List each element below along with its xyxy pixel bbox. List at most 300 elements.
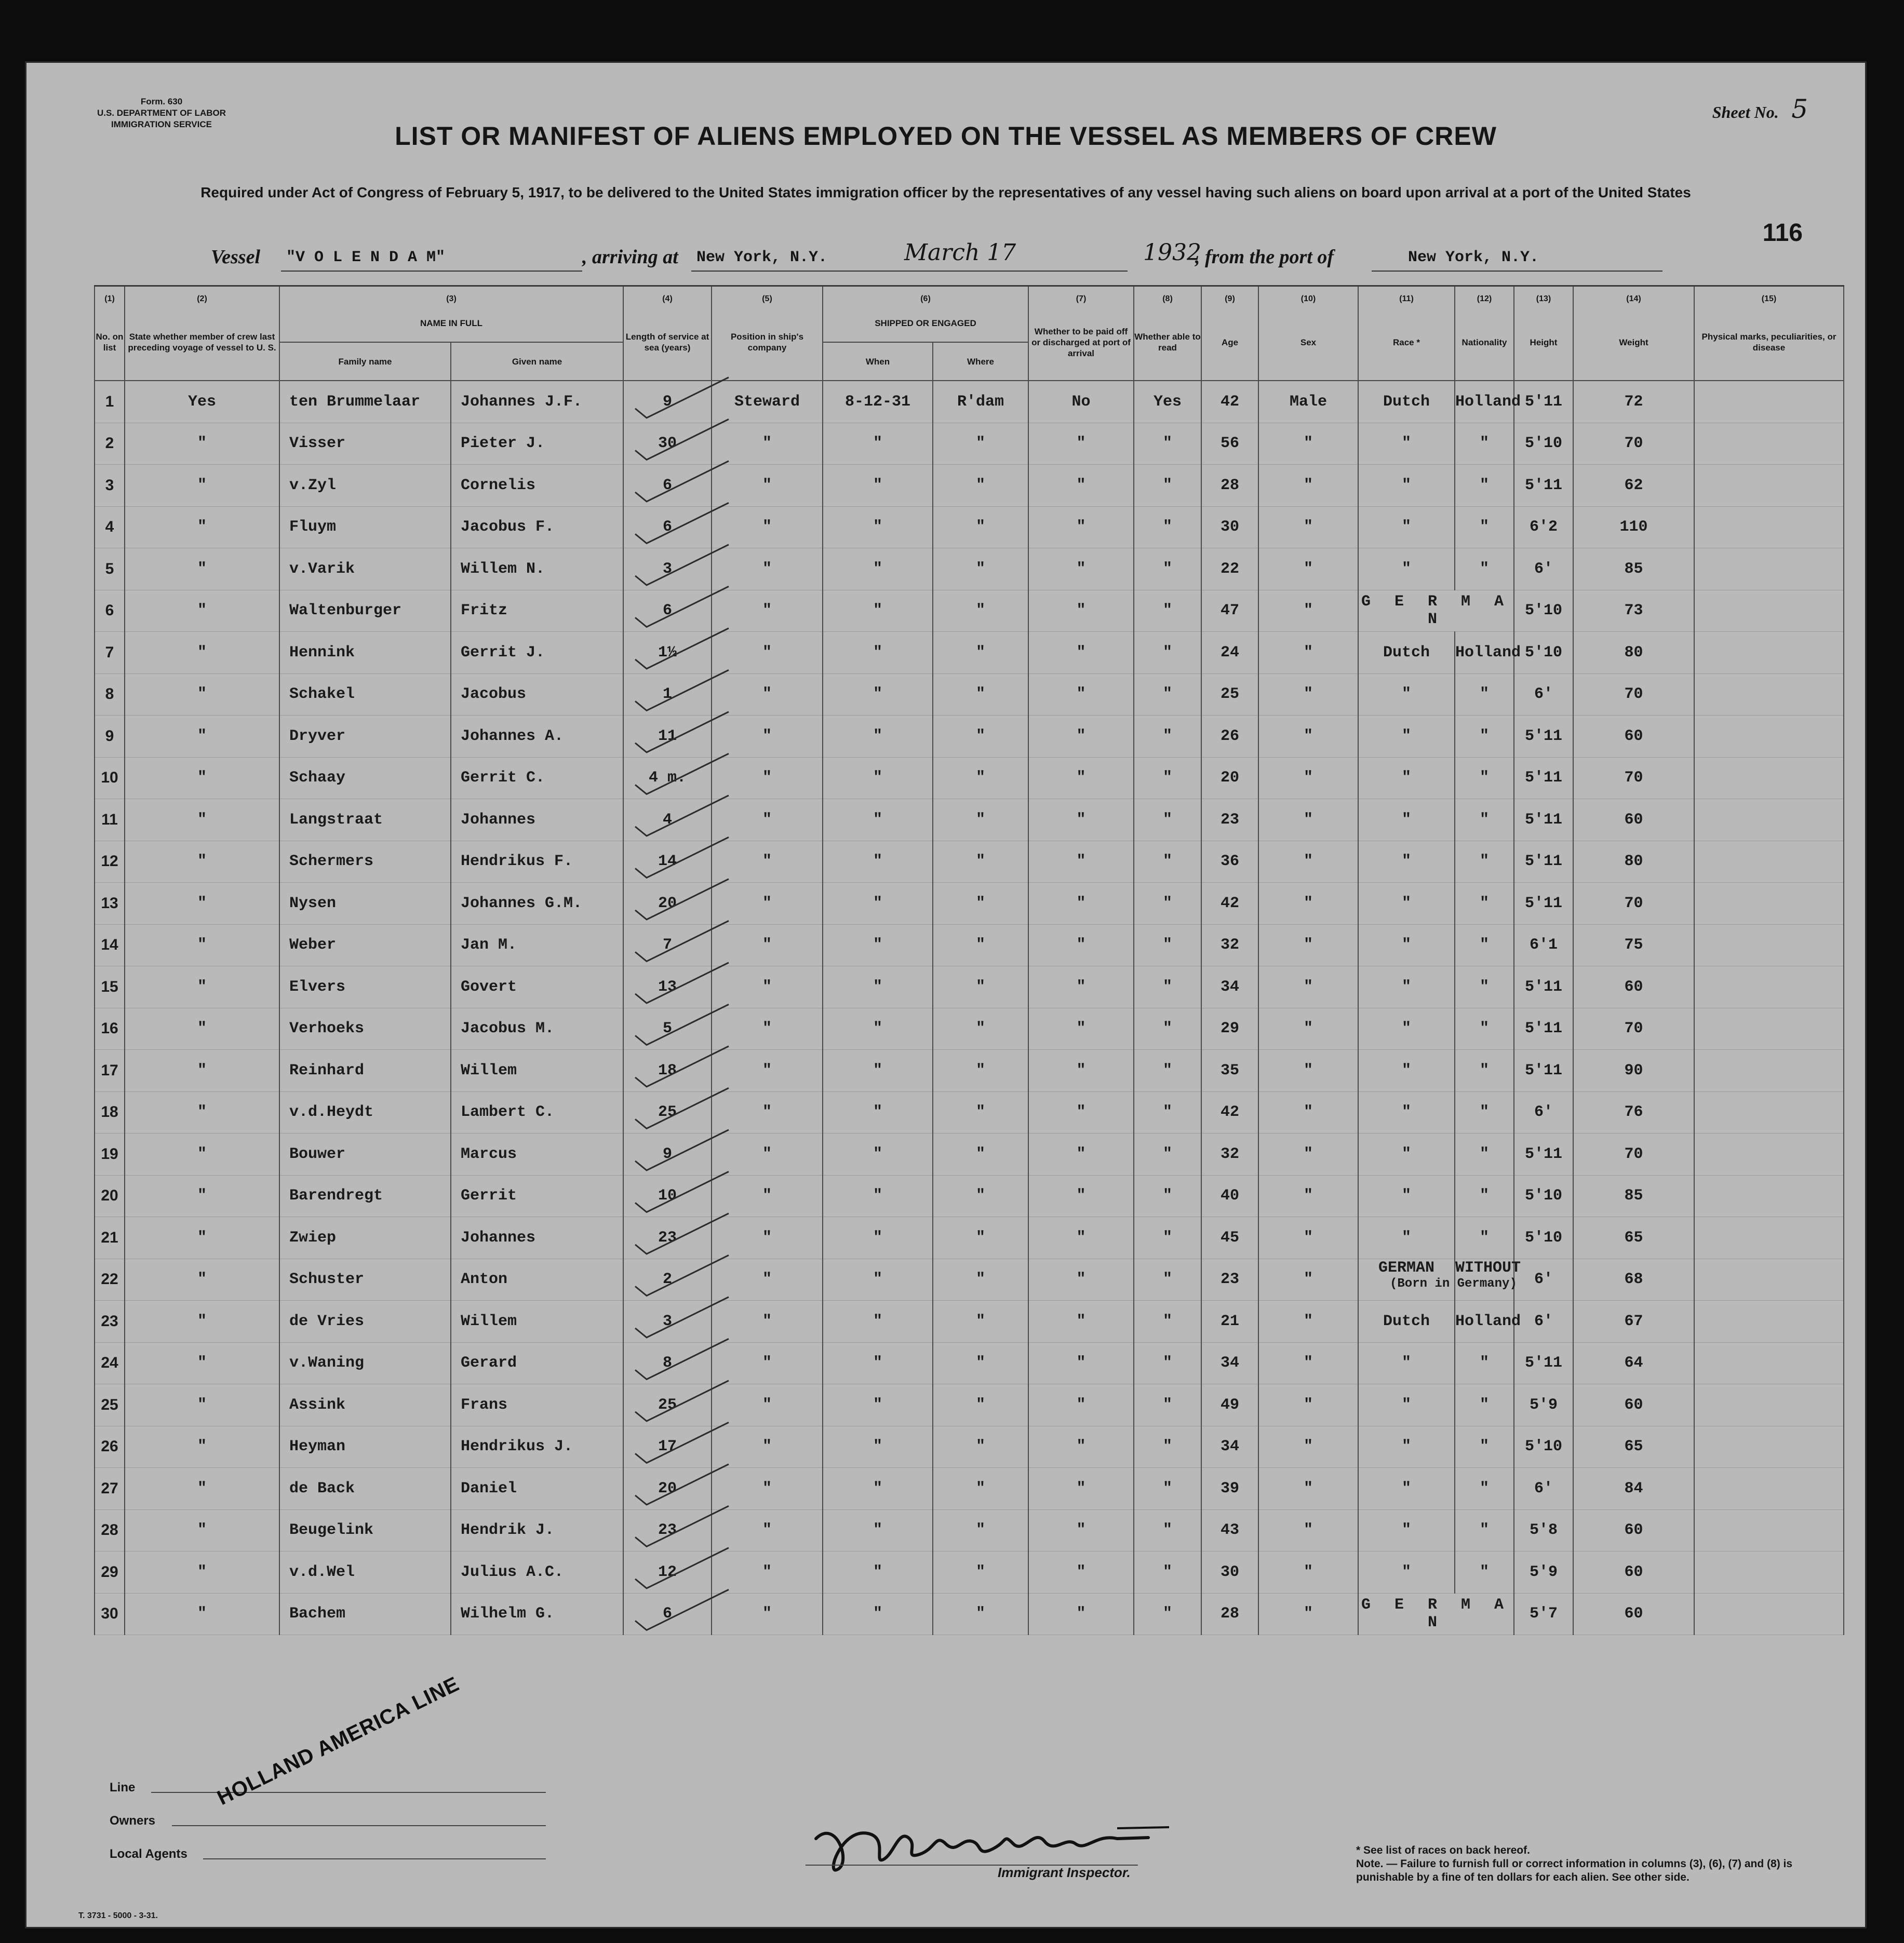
crew-sex: "	[1258, 506, 1358, 548]
crew-prev-voyage: "	[125, 506, 279, 548]
crew-able-read: "	[1134, 966, 1201, 1008]
crew-family-name: Elvers	[279, 966, 451, 1008]
manifest-sheet	[25, 61, 1867, 1928]
crew-no: 18	[95, 1091, 125, 1134]
crew-able-read: "	[1134, 1426, 1201, 1468]
crew-given-name: Willem	[451, 1050, 623, 1092]
crew-length-service: 6	[623, 590, 712, 632]
crew-race: "	[1358, 1384, 1455, 1426]
crew-weight: 84	[1573, 1468, 1694, 1510]
crew-position: "	[712, 548, 823, 590]
crew-shipped-where: "	[933, 966, 1028, 1008]
crew-family-name: Zwiep	[279, 1217, 451, 1259]
crew-shipped-where: "	[933, 1593, 1028, 1635]
crew-paid-off: "	[1028, 1342, 1134, 1384]
crew-paid-off: "	[1028, 1468, 1134, 1510]
crew-prev-voyage: "	[125, 883, 279, 925]
crew-nationality: "	[1455, 883, 1514, 925]
crew-sex: "	[1258, 924, 1358, 966]
crew-height: 5'10	[1514, 423, 1573, 465]
crew-able-read: "	[1134, 1551, 1201, 1594]
check-mark	[635, 1381, 729, 1421]
crew-prev-voyage: "	[125, 1551, 279, 1594]
crew-nationality: "	[1455, 1217, 1514, 1259]
crew-shipped-when: "	[823, 673, 933, 716]
crew-weight: 73	[1573, 590, 1694, 632]
crew-family-name: v.d.Heydt	[279, 1091, 451, 1134]
crew-position: "	[712, 1593, 823, 1635]
crew-position: "	[712, 716, 823, 758]
crew-weight: 62	[1573, 465, 1694, 507]
crew-age: 42	[1201, 1091, 1258, 1134]
crew-shipped-where: "	[933, 716, 1028, 758]
crew-shipped-when: "	[823, 1134, 933, 1176]
crew-nationality: "	[1455, 1091, 1514, 1134]
crew-height: 5'11	[1514, 883, 1573, 925]
crew-paid-off: "	[1028, 423, 1134, 465]
crew-position: "	[712, 1384, 823, 1426]
col-num-9: (9)	[1201, 286, 1258, 305]
crew-no: 24	[95, 1342, 125, 1384]
crew-shipped-where: "	[933, 548, 1028, 590]
crew-family-name: v.Waning	[279, 1342, 451, 1384]
crew-height: 5'11	[1514, 1342, 1573, 1384]
crew-sex: "	[1258, 1593, 1358, 1635]
crew-length-service: 23	[623, 1509, 712, 1551]
crew-paid-off: No	[1028, 381, 1134, 423]
crew-weight: 60	[1573, 1593, 1694, 1635]
crew-position: "	[712, 924, 823, 966]
crew-able-read: "	[1134, 1217, 1201, 1259]
header-weight: Weight	[1573, 304, 1694, 381]
crew-position: "	[712, 673, 823, 716]
crew-age: 39	[1201, 1468, 1258, 1510]
crew-age: 26	[1201, 716, 1258, 758]
crew-height: 6'	[1514, 1259, 1573, 1301]
crew-weight: 80	[1573, 632, 1694, 674]
crew-height: 5'8	[1514, 1509, 1573, 1551]
crew-weight: 70	[1573, 757, 1694, 799]
crew-paid-off: "	[1028, 924, 1134, 966]
crew-no: 16	[95, 1008, 125, 1050]
crew-height: 5'11	[1514, 381, 1573, 423]
header-position: Position in ship's company	[712, 304, 823, 381]
crew-sex: "	[1258, 757, 1358, 799]
crew-shipped-when: "	[823, 1175, 933, 1217]
crew-sex: "	[1258, 548, 1358, 590]
crew-shipped-when: "	[823, 1301, 933, 1343]
crew-given-name: Willem N.	[451, 548, 623, 590]
check-mark	[635, 1255, 729, 1296]
crew-paid-off: "	[1028, 1551, 1134, 1594]
header-name-in-full: NAME IN FULL	[279, 304, 623, 342]
crew-age: 35	[1201, 1050, 1258, 1092]
crew-given-name: Gerard	[451, 1342, 623, 1384]
crew-length-service: 11	[623, 716, 712, 758]
crew-height: 5'10	[1514, 1175, 1573, 1217]
crew-age: 42	[1201, 883, 1258, 925]
crew-given-name: Govert	[451, 966, 623, 1008]
crew-sex: "	[1258, 1468, 1358, 1510]
crew-sex: "	[1258, 1384, 1358, 1426]
crew-paid-off: "	[1028, 590, 1134, 632]
crew-shipped-when: "	[823, 1050, 933, 1092]
crew-shipped-where: "	[933, 924, 1028, 966]
crew-shipped-when: "	[823, 1091, 933, 1134]
crew-able-read: "	[1134, 465, 1201, 507]
crew-nationality: "	[1455, 966, 1514, 1008]
crew-paid-off: "	[1028, 799, 1134, 841]
crew-age: 32	[1201, 1134, 1258, 1176]
crew-shipped-where: "	[933, 590, 1028, 632]
crew-position: "	[712, 1301, 823, 1343]
crew-race: Dutch	[1358, 632, 1455, 674]
crew-no: 10	[95, 757, 125, 799]
crew-weight: 85	[1573, 548, 1694, 590]
crew-family-name: Schuster	[279, 1259, 451, 1301]
crew-shipped-when: "	[823, 1259, 933, 1301]
crew-race: "	[1358, 506, 1455, 548]
crew-given-name: Gerrit J.	[451, 632, 623, 674]
crew-position: "	[712, 1217, 823, 1259]
crew-sex: Male	[1258, 381, 1358, 423]
crew-able-read: "	[1134, 632, 1201, 674]
crew-race: "	[1358, 924, 1455, 966]
crew-paid-off: "	[1028, 1301, 1134, 1343]
crew-prev-voyage: "	[125, 799, 279, 841]
check-marks-overlay	[26, 63, 1865, 1927]
crew-no: 3	[95, 465, 125, 507]
check-mark	[635, 879, 729, 920]
crew-position: "	[712, 423, 823, 465]
crew-able-read: "	[1134, 548, 1201, 590]
crew-family-name: de Back	[279, 1468, 451, 1510]
col-num-3: (3)	[279, 286, 623, 305]
crew-shipped-when: "	[823, 924, 933, 966]
crew-given-name: Pieter J.	[451, 423, 623, 465]
check-mark	[635, 1130, 729, 1170]
crew-family-name: de Vries	[279, 1301, 451, 1343]
service-name: IMMIGRATION SERVICE	[111, 119, 212, 129]
crew-shipped-when: "	[823, 716, 933, 758]
crew-length-service: 20	[623, 883, 712, 925]
crew-no: 4	[95, 506, 125, 548]
crew-paid-off: "	[1028, 841, 1134, 883]
crew-family-name: Hennink	[279, 632, 451, 674]
crew-race: "	[1358, 966, 1455, 1008]
col-num-1: (1)	[95, 286, 125, 305]
crew-position: "	[712, 757, 823, 799]
check-mark	[635, 1464, 729, 1505]
crew-no: 12	[95, 841, 125, 883]
crew-no: 28	[95, 1509, 125, 1551]
crew-race: "	[1358, 1509, 1455, 1551]
crew-family-name: Barendregt	[279, 1175, 451, 1217]
crew-prev-voyage: "	[125, 1217, 279, 1259]
crew-no: 21	[95, 1217, 125, 1259]
crew-race: "	[1358, 841, 1455, 883]
crew-length-service: 6	[623, 506, 712, 548]
crew-height: 6'	[1514, 548, 1573, 590]
crew-height: 5'7	[1514, 1593, 1573, 1635]
crew-nationality: "	[1455, 1426, 1514, 1468]
check-mark	[635, 1213, 729, 1254]
crew-weight: 65	[1573, 1217, 1694, 1259]
header-physical-marks: Physical marks, peculiarities, or disease	[1694, 304, 1844, 381]
crew-prev-voyage: "	[125, 548, 279, 590]
crew-weight: 70	[1573, 1134, 1694, 1176]
crew-prev-voyage: "	[125, 841, 279, 883]
crew-shipped-when: "	[823, 757, 933, 799]
crew-nationality: "	[1455, 1342, 1514, 1384]
crew-no: 11	[95, 799, 125, 841]
header-length-service: Length of service at sea (years)	[623, 304, 712, 381]
crew-paid-off: "	[1028, 1259, 1134, 1301]
crew-height: 6'	[1514, 673, 1573, 716]
crew-nationality: "	[1455, 799, 1514, 841]
crew-no: 6	[95, 590, 125, 632]
crew-sex: "	[1258, 1175, 1358, 1217]
check-mark	[635, 753, 729, 794]
crew-race: "	[1358, 1008, 1455, 1050]
crew-no: 13	[95, 883, 125, 925]
crew-length-service: 6	[623, 1593, 712, 1635]
crew-family-name: Beugelink	[279, 1509, 451, 1551]
crew-given-name: Daniel	[451, 1468, 623, 1510]
crew-weight: 60	[1573, 716, 1694, 758]
holland-america-line-stamp: HOLLAND AMERICA LINE	[213, 1672, 463, 1810]
crew-length-service: 9	[623, 1134, 712, 1176]
crew-length-service: 3	[623, 548, 712, 590]
header-age: Age	[1201, 304, 1258, 381]
crew-height: 5'9	[1514, 1551, 1573, 1594]
check-mark	[635, 1046, 729, 1087]
crew-given-name: Frans	[451, 1384, 623, 1426]
crew-age: 24	[1201, 632, 1258, 674]
crew-able-read: "	[1134, 799, 1201, 841]
crew-height: 5'9	[1514, 1384, 1573, 1426]
crew-length-service: 1	[623, 673, 712, 716]
crew-weight: 64	[1573, 1342, 1694, 1384]
crew-race: "	[1358, 799, 1455, 841]
crew-sex: "	[1258, 799, 1358, 841]
crew-shipped-when: "	[823, 632, 933, 674]
crew-age: 49	[1201, 1384, 1258, 1426]
crew-prev-voyage: "	[125, 1134, 279, 1176]
crew-nationality: "	[1455, 673, 1514, 716]
crew-nationality: "	[1455, 423, 1514, 465]
crew-nationality: "	[1455, 1551, 1514, 1594]
crew-sex: "	[1258, 1301, 1358, 1343]
header-nationality: Nationality	[1455, 304, 1514, 381]
crew-given-name: Cornelis	[451, 465, 623, 507]
crew-sex: "	[1258, 632, 1358, 674]
crew-age: 36	[1201, 841, 1258, 883]
crew-shipped-where: "	[933, 1259, 1028, 1301]
crew-sex: "	[1258, 1134, 1358, 1176]
crew-position: "	[712, 1175, 823, 1217]
crew-prev-voyage: "	[125, 1175, 279, 1217]
crew-paid-off: "	[1028, 673, 1134, 716]
crew-position: "	[712, 1050, 823, 1092]
footnotes	[1356, 1844, 1803, 1884]
crew-age: 21	[1201, 1301, 1258, 1343]
vessel-value: "V O L E N D A M"	[286, 249, 446, 266]
sheet-number-label: Sheet No.	[1712, 103, 1779, 122]
crew-nationality: "	[1455, 1175, 1514, 1217]
crew-height: 5'11	[1514, 1134, 1573, 1176]
header-where: Where	[933, 342, 1028, 381]
crew-prev-voyage: "	[125, 465, 279, 507]
vessel-label: Vessel	[211, 246, 260, 268]
crew-weight: 60	[1573, 1384, 1694, 1426]
crew-shipped-where: "	[933, 841, 1028, 883]
header-family-name: Family name	[279, 342, 451, 381]
crew-given-name: Hendrikus J.	[451, 1426, 623, 1468]
check-mark	[635, 1088, 729, 1128]
crew-given-name: Willem	[451, 1301, 623, 1343]
crew-position: "	[712, 465, 823, 507]
crew-paid-off: "	[1028, 716, 1134, 758]
form-number: Form. 630	[140, 97, 183, 106]
crew-shipped-when: "	[823, 590, 933, 632]
check-mark	[635, 1171, 729, 1212]
crew-length-service: 25	[623, 1091, 712, 1134]
crew-age: 28	[1201, 1593, 1258, 1635]
crew-prev-voyage: "	[125, 1342, 279, 1384]
crew-paid-off: "	[1028, 1175, 1134, 1217]
crew-position: "	[712, 632, 823, 674]
crew-sex: "	[1258, 1050, 1358, 1092]
crew-length-service: 2	[623, 1259, 712, 1301]
crew-able-read: "	[1134, 506, 1201, 548]
crew-length-service: 12	[623, 1551, 712, 1594]
crew-no: 22	[95, 1259, 125, 1301]
crew-paid-off: "	[1028, 966, 1134, 1008]
crew-position: "	[712, 883, 823, 925]
crew-weight: 90	[1573, 1050, 1694, 1092]
crew-family-name: Schaay	[279, 757, 451, 799]
crew-paid-off: "	[1028, 1134, 1134, 1176]
crew-able-read: "	[1134, 1342, 1201, 1384]
crew-prev-voyage: "	[125, 1091, 279, 1134]
crew-shipped-when: "	[823, 1217, 933, 1259]
crew-sex: "	[1258, 590, 1358, 632]
crew-able-read: "	[1134, 1050, 1201, 1092]
check-mark	[635, 586, 729, 627]
crew-position: "	[712, 1134, 823, 1176]
crew-no: 29	[95, 1551, 125, 1594]
crew-height: 5'10	[1514, 1426, 1573, 1468]
check-mark	[635, 963, 729, 1003]
crew-weight: 70	[1573, 673, 1694, 716]
crew-age: 42	[1201, 381, 1258, 423]
check-mark	[635, 461, 729, 502]
crew-able-read: "	[1134, 1091, 1201, 1134]
crew-weight: 70	[1573, 423, 1694, 465]
crew-nationality: "	[1455, 465, 1514, 507]
crew-shipped-where: "	[933, 1509, 1028, 1551]
crew-paid-off: "	[1028, 757, 1134, 799]
header-when: When	[823, 342, 933, 381]
crew-sex: "	[1258, 1008, 1358, 1050]
crew-no: 27	[95, 1468, 125, 1510]
crew-position: "	[712, 590, 823, 632]
crew-no: 2	[95, 423, 125, 465]
crew-sex: "	[1258, 673, 1358, 716]
crew-able-read: "	[1134, 841, 1201, 883]
crew-shipped-where: "	[933, 1091, 1028, 1134]
crew-position: Steward	[712, 381, 823, 423]
crew-sex: "	[1258, 1091, 1358, 1134]
crew-family-name: Reinhard	[279, 1050, 451, 1092]
crew-sex: "	[1258, 841, 1358, 883]
crew-shipped-when: "	[823, 883, 933, 925]
crew-family-name: Nysen	[279, 883, 451, 925]
crew-weight: 60	[1573, 1551, 1694, 1594]
inspector-label: Immigrant Inspector.	[998, 1865, 1131, 1880]
crew-family-name: v.Varik	[279, 548, 451, 590]
arrival-date: March 17	[904, 239, 1016, 266]
crew-position: "	[712, 506, 823, 548]
crew-position: "	[712, 1551, 823, 1594]
header-no-on-list: No. on list	[95, 304, 125, 381]
arrival-year: 1932	[1143, 239, 1201, 266]
crew-length-service: 6	[623, 465, 712, 507]
crew-shipped-when: "	[823, 548, 933, 590]
crew-paid-off: "	[1028, 632, 1134, 674]
crew-nationality: "	[1455, 1509, 1514, 1551]
crew-height: 5'11	[1514, 716, 1573, 758]
check-mark	[635, 628, 729, 669]
crew-family-name: Bachem	[279, 1593, 451, 1635]
crew-shipped-when: "	[823, 506, 933, 548]
crew-race: "	[1358, 1217, 1455, 1259]
header-able-read: Whether able to read	[1134, 304, 1201, 381]
check-mark	[635, 921, 729, 961]
crew-able-read: "	[1134, 673, 1201, 716]
crew-length-service: 1½	[623, 632, 712, 674]
crew-shipped-where: "	[933, 1301, 1028, 1343]
crew-given-name: Hendrikus F.	[451, 841, 623, 883]
header-height: Height	[1514, 304, 1573, 381]
crew-length-service: 3	[623, 1301, 712, 1343]
crew-no: 5	[95, 548, 125, 590]
crew-paid-off: "	[1028, 1426, 1134, 1468]
crew-age: 30	[1201, 506, 1258, 548]
footer-line-rule	[151, 1792, 546, 1793]
crew-shipped-where: "	[933, 1342, 1028, 1384]
crew-paid-off: "	[1028, 1091, 1134, 1134]
crew-able-read: "	[1134, 716, 1201, 758]
crew-paid-off: "	[1028, 883, 1134, 925]
crew-race: "	[1358, 883, 1455, 925]
col-num-10: (10)	[1258, 286, 1358, 305]
crew-weight: 76	[1573, 1091, 1694, 1134]
crew-sex: "	[1258, 1426, 1358, 1468]
crew-paid-off: "	[1028, 1217, 1134, 1259]
crew-height: 5'10	[1514, 590, 1573, 632]
check-mark	[635, 503, 729, 543]
crew-age: 34	[1201, 1426, 1258, 1468]
crew-race: "	[1358, 423, 1455, 465]
crew-given-name: Marcus	[451, 1134, 623, 1176]
check-mark	[635, 1339, 729, 1379]
crew-sex: "	[1258, 1509, 1358, 1551]
crew-able-read: "	[1134, 1259, 1201, 1301]
note-penalty: Note. — Failure to furnish full or correct information in columns (3), (6), (7) and (8) is punishable by a fine of ten dollars for each alien. See other side.	[1356, 1858, 1793, 1883]
crew-nationality: Holland	[1455, 381, 1514, 423]
